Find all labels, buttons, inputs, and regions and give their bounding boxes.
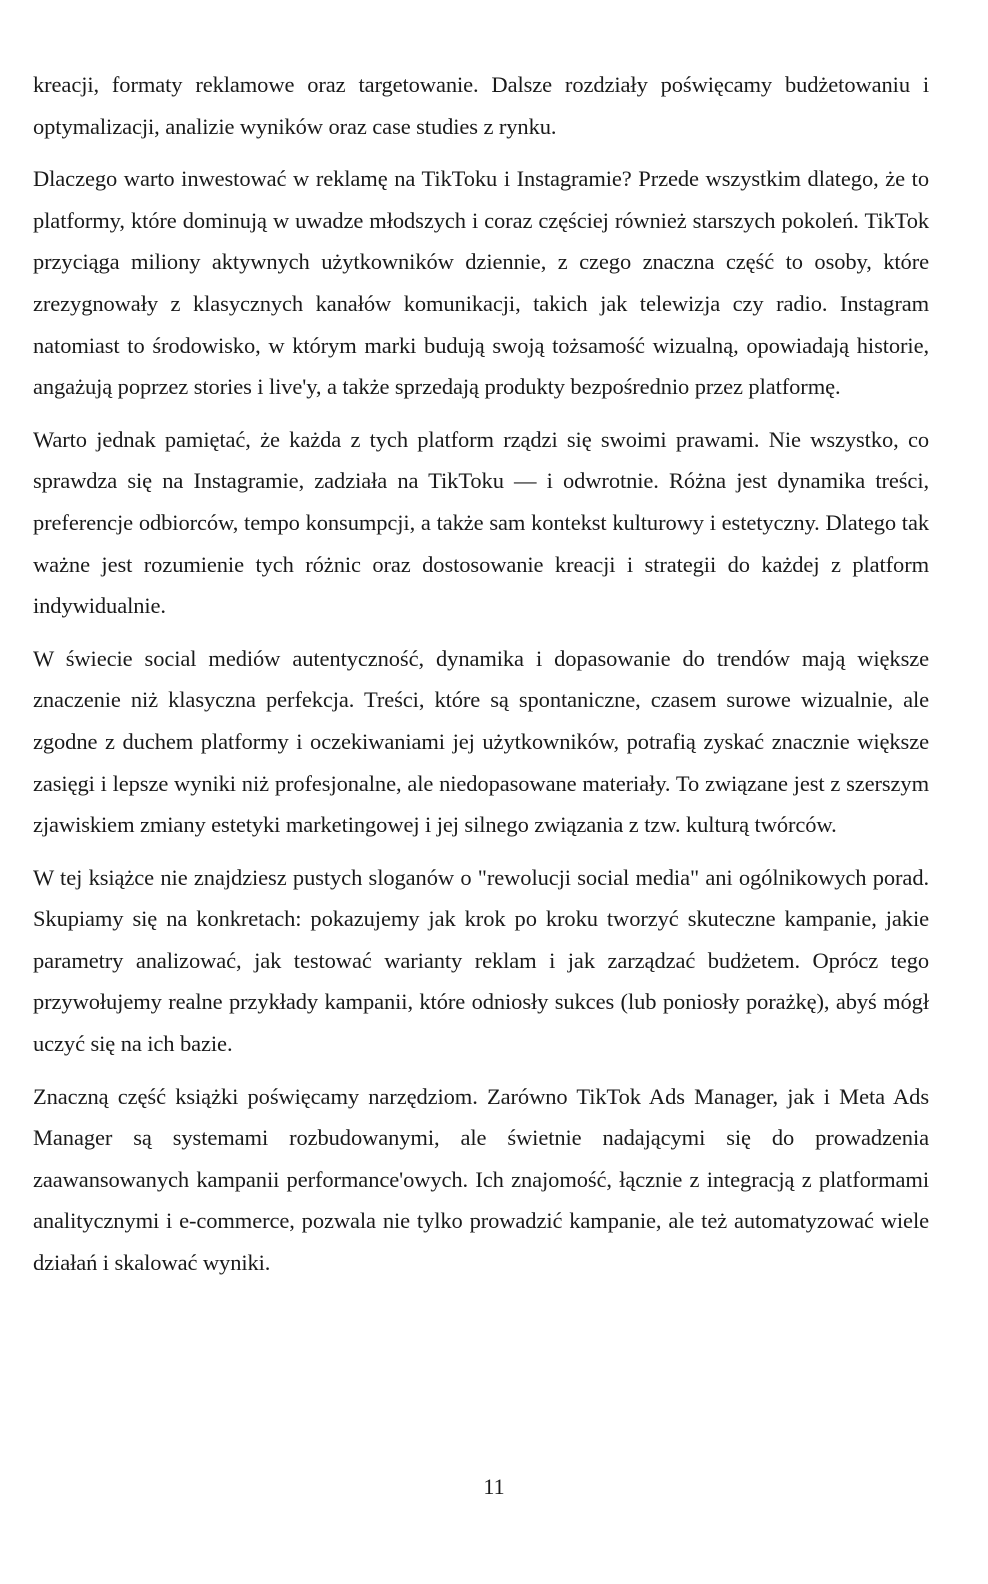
paragraph-platform-rules: Warto jednak pamiętać, że każda z tych platform rządzi się swoimi prawami. Nie wszystko, co sprawdza się na Instagramie, zadziała na TikToku — i odwrotnie. Różna jest dynamika treści, preferencje odbiorców, tempo konsumpcji, a także sam kontekst kulturowy i estetyczny. Dlatego tak ważne jest rozumienie tych różnic oraz dostosowanie kreacji i strategii do każdej z platform indywidualnie. [33,426,929,619]
paragraph-continuation-creatives: kreacji, formaty reklamowe oraz targetowanie. Dalsze rozdziały poświęcamy budżetowaniu i optymalizacji, analizie wyników oraz case studies z rynku. [33,72,929,139]
page-number: 11 [483,1474,505,1499]
paragraph-why-invest: Dlaczego warto inwestować w reklamę na TikToku i Instagramie? Przede wszystkim dlatego, że to platformy, które dominują w uwadze młodszych i coraz częściej również starszych pokoleń. TikTok przyciąga miliony aktywnych użytkowników dziennie, z czego znaczna część to osoby, które zrezygnowały z klasycznych kanałów komunikacji, takich jak telewizja czy radio. Instagram natomiast to środowisko, w którym marki budują swoją tożsamość wizualną, opowiadają historie, angażują poprzez stories i live'y, a także sprzedają produkty bezpośrednio przez platformę. [33,166,929,400]
document-page [33,64,929,1295]
paragraph-book-approach: W tej książce nie znajdziesz pustych sloganów o "rewolucji social media" ani ogólnikowych porad. Skupiamy się na konkretach: pokazujemy jak krok po kroku tworzyć skuteczne kampanie, jakie parametry analizować, jak testować warianty reklam i jak zarządzać budżetem. Oprócz tego przywołujemy realne przykłady kampanii, które odniosły sukces (lub poniosły porażkę), abyś mógł uczyć się na ich bazie. [33,864,929,1057]
paragraph-authenticity: W świecie social mediów autentyczność, dynamika i dopasowanie do trendów mają większe znaczenie niż klasyczna perfekcja. Treści, które są spontaniczne, czasem surowe wizualnie, ale zgodne z duchem platformy i oczekiwaniami jej użytkowników, potrafią zyskać znacznie większe zasięgi i lepsze wyniki niż profesjonalne, ale niedopasowane materiały. To związane jest z szerszym zjawiskiem zmiany estetyki marketingowej i jej silnego związania z tzw. kulturą twórców. [33,645,929,838]
paragraph-tools: Znaczną część książki poświęcamy narzędziom. Zarówno TikTok Ads Manager, jak i Meta Ads Manager są systemami rozbudowanymi, ale świetnie nadającymi się do prowadzenia zaawansowanych kampanii performance'owych. Ich znajomość, łącznie z integracją z platformami analitycznymi i e-commerce, pozwala nie tylko prowadzić kampanie, ale też automatyzować wiele działań i skalować wyniki. [33,1083,929,1276]
